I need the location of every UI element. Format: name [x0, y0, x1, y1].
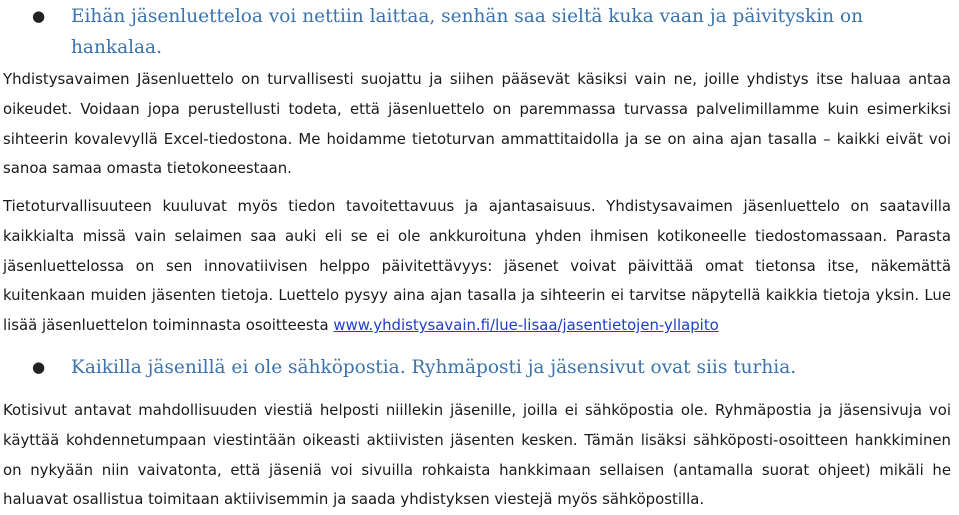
bullet-icon: ●: [32, 358, 46, 376]
info-link[interactable]: www.yhdistysavain.fi/lue-lisaa/jasentietojen-yllapito: [333, 316, 719, 335]
paragraph-security: Yhdistysavaimen Jäsenluettelo on turvallisesti suojattu ja siihen pääsevät käsiksi vain ne, joille yhdistys itse haluaa antaa oikeudet. Voidaan jopa perustellusti todeta, että jäsenluettelo on paremmassa turvassa palvelimillamme kuin esimerkiksi sihteerin kovalevyllä Excel-tiedostona. Me hoidamme tietoturvan ammattitaidolla ja se on aina ajan tasalla – kaikki eivät voi sanoa samaa omasta tietokoneestaan.: [3, 70, 951, 178]
heading-text: Eihän jäsenluetteloa voi nettiin laittaa, senhän saa sieltä kuka vaan ja päivityskin on hankalaa.: [71, 6, 864, 58]
paragraph-availability-text: Tietoturvallisuuteen kuuluvat myös tiedon tavoitettavuus ja ajantasaisuus. Yhdistysavaimen jäsenluettelo on saatavilla kaikkialta missä vain selaimen saa auki eli se ei ole ankkuroituna yhden ihmisen kotikoneelle tiedostomassaan. Parasta jäsenluettelossa on sen innovatiivisen helppo päivitettävyys: jäsenet voivat päivittää omat tietonsa itse, näkemättä kuitenkaan muiden jäsenten tietoja. Luettelo pysyy aina ajan tasalla ja sihteerin ei tarvitse näpytellä kaikkia tietoja yksin. Lue lisää jäsenluettelon toiminnasta osoitteesta: [3, 197, 951, 335]
section-heading-email: [0, 352, 959, 383]
section-heading-membership-list: [0, 1, 959, 63]
paragraph-availability: [3, 192, 951, 341]
bullet-icon: ●: [32, 7, 46, 25]
paragraph-email: Kotisivut antavat mahdollisuuden viestiä helposti niillekin jäsenille, joilla ei sähköpostia ole. Ryhmäpostia ja jäsensivuja voi käyttää kohdennetumpaan viestintään oikeasti aktiivisten jäsenten kesken. Tämän lisäksi sähköposti-osoitteen hankkiminen on nykyään niin vaivatonta, että jäseniä voi sivuilla rohkaista hankkimaan sellaisen (antamalla suorat ohjeet) mikäli he haluavat osallistua toimitaan aktiivisemmin ja saada yhdistyksen viestejä myös sähköpostilla.: [3, 401, 951, 509]
heading-text: Kaikilla jäsenillä ei ole sähköpostia. Ryhmäposti ja jäsensivut ovat siis turhia.: [71, 357, 797, 378]
